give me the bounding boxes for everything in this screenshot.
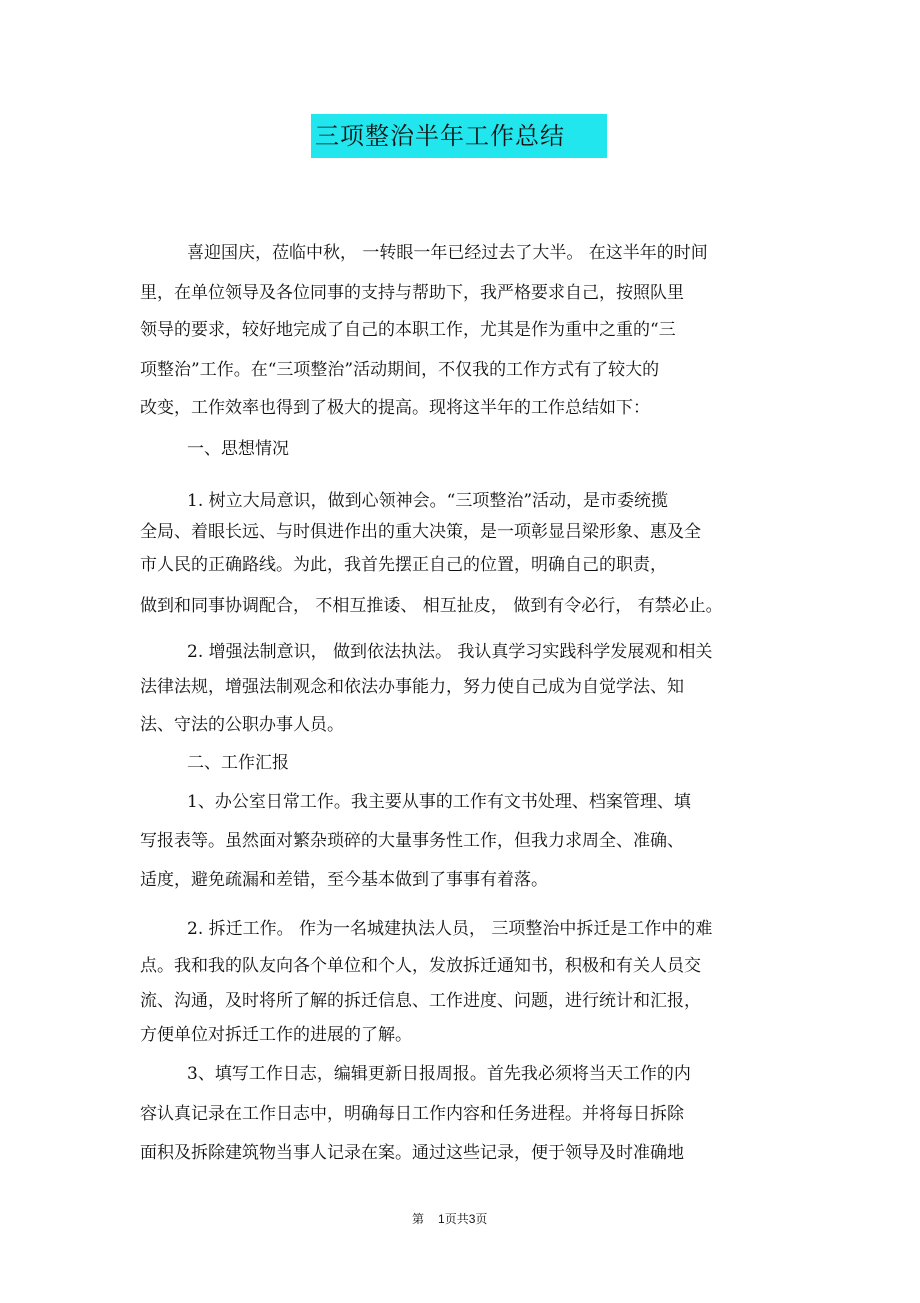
paragraph-line: 项整治”工作。在“三项整治”活动期间，不仅我的工作方式有了较大的 <box>140 360 660 380</box>
footer-suffix: 页 <box>475 1212 488 1226</box>
footer-prefix: 第 <box>412 1212 425 1226</box>
paragraph-line: 1. 树立大局意识，做到心领神会。“三项整治”活动，是市委统揽 <box>187 491 669 511</box>
paragraph-line: 流、沟通，及时将所了解的拆迁信息、工作进度、问题，进行统计和汇报， <box>140 991 701 1011</box>
paragraph-line: 法、守法的公职办事人员。 <box>140 715 344 735</box>
paragraph-line: 方便单位对拆迁工作的进展的了解。 <box>140 1025 412 1045</box>
paragraph-line: 写报表等。虽然面对繁杂琐碎的大量事务性工作，但我力求周全、准确、 <box>140 831 684 851</box>
paragraph-line: 改变，工作效率也得到了极大的提高。现将这半年的工作总结如下： <box>140 398 650 418</box>
paragraph-line: 1、办公室日常工作。我主要从事的工作有文书处理、档案管理、填 <box>187 792 691 812</box>
title-highlight <box>311 114 607 158</box>
paragraph-line: 市人民的正确路线。为此，我首先摆正自己的位置，明确自己的职责， <box>140 555 667 575</box>
paragraph-line: 2. 增强法制意识， 做到依法执法。 我认真学习实践科学发展观和相关 <box>187 642 713 662</box>
document-title: 三项整治半年工作总结 <box>315 122 565 150</box>
paragraph-line: 喜迎国庆，莅临中秋， 一转眼一年已经过去了大半。 在这半年的时间 <box>187 243 708 263</box>
section-heading: 一、思想情况 <box>187 439 289 459</box>
paragraph-line: 法律法规，增强法制观念和依法办事能力，努力使自己成为自觉学法、知 <box>140 677 684 697</box>
paragraph-line: 里，在单位领导及各位同事的支持与帮助下，我严格要求自己，按照队里 <box>140 283 684 303</box>
section-heading: 二、工作汇报 <box>187 753 289 773</box>
footer-total-pages: 3 <box>468 1212 476 1226</box>
paragraph-line: 面积及拆除建筑物当事人记录在案。通过这些记录，便于领导及时准确地 <box>140 1143 684 1163</box>
paragraph-line: 2. 拆迁工作。 作为一名城建执法人员， 三项整治中拆迁是工作中的难 <box>187 919 713 939</box>
footer-page-number: 1 <box>438 1212 445 1226</box>
paragraph-line: 3、填写工作日志，编辑更新日报周报。首先我必须将当天工作的内 <box>187 1064 691 1084</box>
paragraph-line: 全局、着眼长远、与时俱进作出的重大决策，是一项彰显吕梁形象、惠及全 <box>140 522 701 542</box>
paragraph-line: 领导的要求，较好地完成了自己的本职工作，尤其是作为重中之重的“三 <box>140 320 676 340</box>
paragraph-line: 点。我和我的队友向各个单位和个人，发放拆迁通知书，积极和有关人员交 <box>140 956 701 976</box>
paragraph-line: 容认真记录在工作日志中，明确每日工作内容和任务进程。并将每日拆除 <box>140 1104 684 1124</box>
paragraph-line: 适度，避免疏漏和差错，至今基本做到了事事有着落。 <box>140 870 548 890</box>
paragraph-line: 做到和同事协调配合， 不相互推诿、 相互扯皮， 做到有令必行， 有禁必止。 <box>140 596 723 616</box>
page-footer <box>412 1211 487 1227</box>
footer-middle: 页共 <box>444 1212 469 1226</box>
